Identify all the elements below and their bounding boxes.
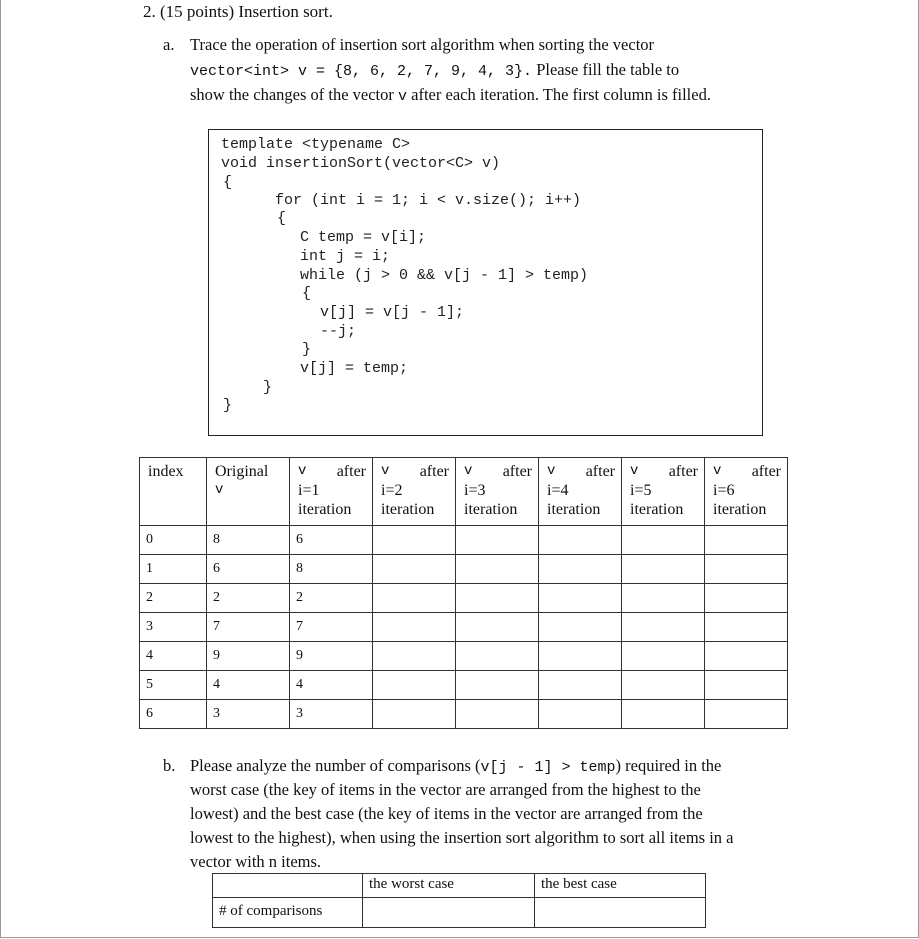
original-cell: 7 [207, 613, 290, 642]
best-case-answer-cell[interactable] [535, 898, 706, 928]
empty-cell[interactable] [622, 671, 705, 700]
iter-word: iteration [630, 501, 684, 518]
i1-cell: 6 [290, 526, 373, 555]
iter-after: after [336, 463, 366, 480]
code-line: int j = i; [300, 248, 391, 265]
original-cell: 6 [207, 555, 290, 584]
trace-header-row [140, 458, 788, 526]
iteration-header [373, 458, 456, 526]
index-header: index [140, 458, 207, 526]
iter-after: after [751, 463, 781, 480]
index-cell: 2 [140, 584, 207, 613]
iter-after: after [419, 463, 449, 480]
empty-cell[interactable] [622, 584, 705, 613]
index-cell: 5 [140, 671, 207, 700]
iteration-header [290, 458, 373, 526]
empty-cell[interactable] [705, 526, 788, 555]
i1-cell: 2 [290, 584, 373, 613]
original-header [207, 458, 290, 526]
iteration-header [539, 458, 622, 526]
iter-label: i=4 [547, 482, 569, 499]
empty-cell[interactable] [539, 642, 622, 671]
original-cell: 8 [207, 526, 290, 555]
iter-v: v [381, 463, 390, 479]
iter-v: v [713, 463, 722, 479]
vector-var: v [398, 88, 408, 105]
trace-table [139, 457, 788, 729]
code-line: v[j] = temp; [300, 360, 409, 377]
code-line: { [302, 285, 312, 302]
iter-label: i=2 [381, 482, 403, 499]
iter-word: iteration [547, 501, 601, 518]
empty-cell[interactable] [705, 671, 788, 700]
empty-cell[interactable] [456, 613, 539, 642]
empty-cell[interactable] [622, 642, 705, 671]
iter-label: i=6 [713, 482, 735, 499]
i1-cell: 3 [290, 700, 373, 729]
index-cell: 6 [140, 700, 207, 729]
code-listing [208, 129, 763, 436]
iter-after: after [585, 463, 615, 480]
original-header-var: v [215, 482, 224, 498]
comparison-header-row [213, 874, 706, 898]
original-cell: 4 [207, 671, 290, 700]
empty-cell[interactable] [456, 526, 539, 555]
iter-v: v [547, 463, 556, 479]
empty-cell[interactable] [456, 700, 539, 729]
index-cell: 0 [140, 526, 207, 555]
iter-word: iteration [464, 501, 518, 518]
best-case-header: the best case [535, 874, 706, 898]
code-line: { [223, 174, 233, 191]
code-line: for (int i = 1; i < v.size(); i++) [275, 192, 582, 209]
part-b-line4: lowest to the highest), when using the insertion sort algorithm to sort all items in a [190, 828, 734, 847]
table-row [140, 555, 788, 584]
table-row [140, 671, 788, 700]
iter-word: iteration [381, 501, 435, 518]
iteration-header [705, 458, 788, 526]
empty-corner-cell [213, 874, 363, 898]
table-row [140, 526, 788, 555]
code-line: --j; [320, 323, 357, 340]
empty-cell[interactable] [373, 526, 456, 555]
part-b-line1 [190, 753, 721, 780]
empty-cell[interactable] [622, 526, 705, 555]
empty-cell[interactable] [539, 584, 622, 613]
empty-cell[interactable] [539, 700, 622, 729]
part-b-line1-suffix: ) required in the [615, 756, 722, 775]
iteration-header [622, 458, 705, 526]
index-cell: 1 [140, 555, 207, 584]
worst-case-header: the worst case [363, 874, 535, 898]
iter-word: iteration [713, 501, 767, 518]
empty-cell[interactable] [373, 671, 456, 700]
comparisons-row-label: # of comparisons [213, 898, 363, 928]
part-b-line1-prefix: Please analyze the number of comparisons ( [190, 756, 481, 775]
empty-cell[interactable] [456, 642, 539, 671]
empty-cell[interactable] [373, 700, 456, 729]
iter-v: v [298, 463, 307, 479]
empty-cell[interactable] [705, 700, 788, 729]
index-cell: 3 [140, 613, 207, 642]
empty-cell[interactable] [539, 671, 622, 700]
iter-v: v [630, 463, 639, 479]
part-a-line3-prefix: show the changes of the vector [190, 85, 399, 104]
vector-declaration: vector<int> v = {8, 6, 2, 7, 9, 4, 3}. [190, 63, 533, 80]
empty-cell[interactable] [373, 613, 456, 642]
empty-cell[interactable] [373, 584, 456, 613]
part-a-line2 [190, 57, 679, 84]
part-b-label: b. [163, 756, 176, 775]
empty-cell[interactable] [622, 613, 705, 642]
original-cell: 2 [207, 584, 290, 613]
original-cell: 9 [207, 642, 290, 671]
part-a-line3 [190, 82, 711, 109]
iter-after: after [668, 463, 698, 480]
iter-after: after [502, 463, 532, 480]
empty-cell[interactable] [705, 613, 788, 642]
original-cell: 3 [207, 700, 290, 729]
iter-word: iteration [298, 501, 352, 518]
empty-cell[interactable] [622, 555, 705, 584]
code-line: void insertionSort(vector<C> v) [221, 155, 501, 172]
iter-v: v [464, 463, 473, 479]
empty-cell[interactable] [456, 671, 539, 700]
comparison-row [213, 898, 706, 928]
table-row [140, 700, 788, 729]
i1-cell: 4 [290, 671, 373, 700]
iter-label: i=1 [298, 482, 320, 499]
code-line: v[j] = v[j - 1]; [320, 304, 465, 321]
table-row [140, 642, 788, 671]
empty-cell[interactable] [456, 555, 539, 584]
part-b-line3: lowest) and the best case (the key of items in the vector are arranged from the [190, 804, 703, 823]
code-line: } [223, 397, 233, 414]
table-row [140, 584, 788, 613]
code-line: C temp = v[i]; [300, 229, 427, 246]
iter-label: i=5 [630, 482, 652, 499]
code-line: } [263, 379, 273, 396]
code-line: template <typename C> [221, 136, 411, 153]
empty-cell[interactable] [705, 555, 788, 584]
code-line: while (j > 0 && v[j - 1] > temp) [300, 267, 589, 284]
empty-cell[interactable] [705, 584, 788, 613]
empty-cell[interactable] [373, 642, 456, 671]
empty-cell[interactable] [539, 613, 622, 642]
code-line: } [302, 341, 312, 358]
comparison-expression: v[j - 1] > temp [480, 759, 616, 776]
part-a-label: a. [163, 35, 175, 54]
empty-cell[interactable] [705, 642, 788, 671]
i1-cell: 8 [290, 555, 373, 584]
part-b-line2: worst case (the key of items in the vector are arranged from the highest to the [190, 780, 701, 799]
code-line: { [277, 210, 287, 227]
comparison-table [212, 873, 706, 928]
empty-cell[interactable] [622, 700, 705, 729]
empty-cell[interactable] [373, 555, 456, 584]
original-header-label: Original [215, 463, 269, 480]
question-title: 2. (15 points) Insertion sort. [143, 2, 333, 21]
part-a-line1: Trace the operation of insertion sort algorithm when sorting the vector [190, 35, 655, 54]
empty-cell[interactable] [539, 526, 622, 555]
i1-cell: 9 [290, 642, 373, 671]
part-a-line3-suffix: after each iteration. The first column is filled. [407, 85, 711, 104]
index-cell: 4 [140, 642, 207, 671]
worst-case-answer-cell[interactable] [363, 898, 535, 928]
part-b-line5: vector with n items. [190, 852, 322, 871]
table-row [140, 613, 788, 642]
i1-cell: 7 [290, 613, 373, 642]
iter-label: i=3 [464, 482, 486, 499]
iteration-header [456, 458, 539, 526]
empty-cell[interactable] [456, 584, 539, 613]
part-a-line2-text: Please fill the table to [532, 60, 680, 79]
empty-cell[interactable] [539, 555, 622, 584]
